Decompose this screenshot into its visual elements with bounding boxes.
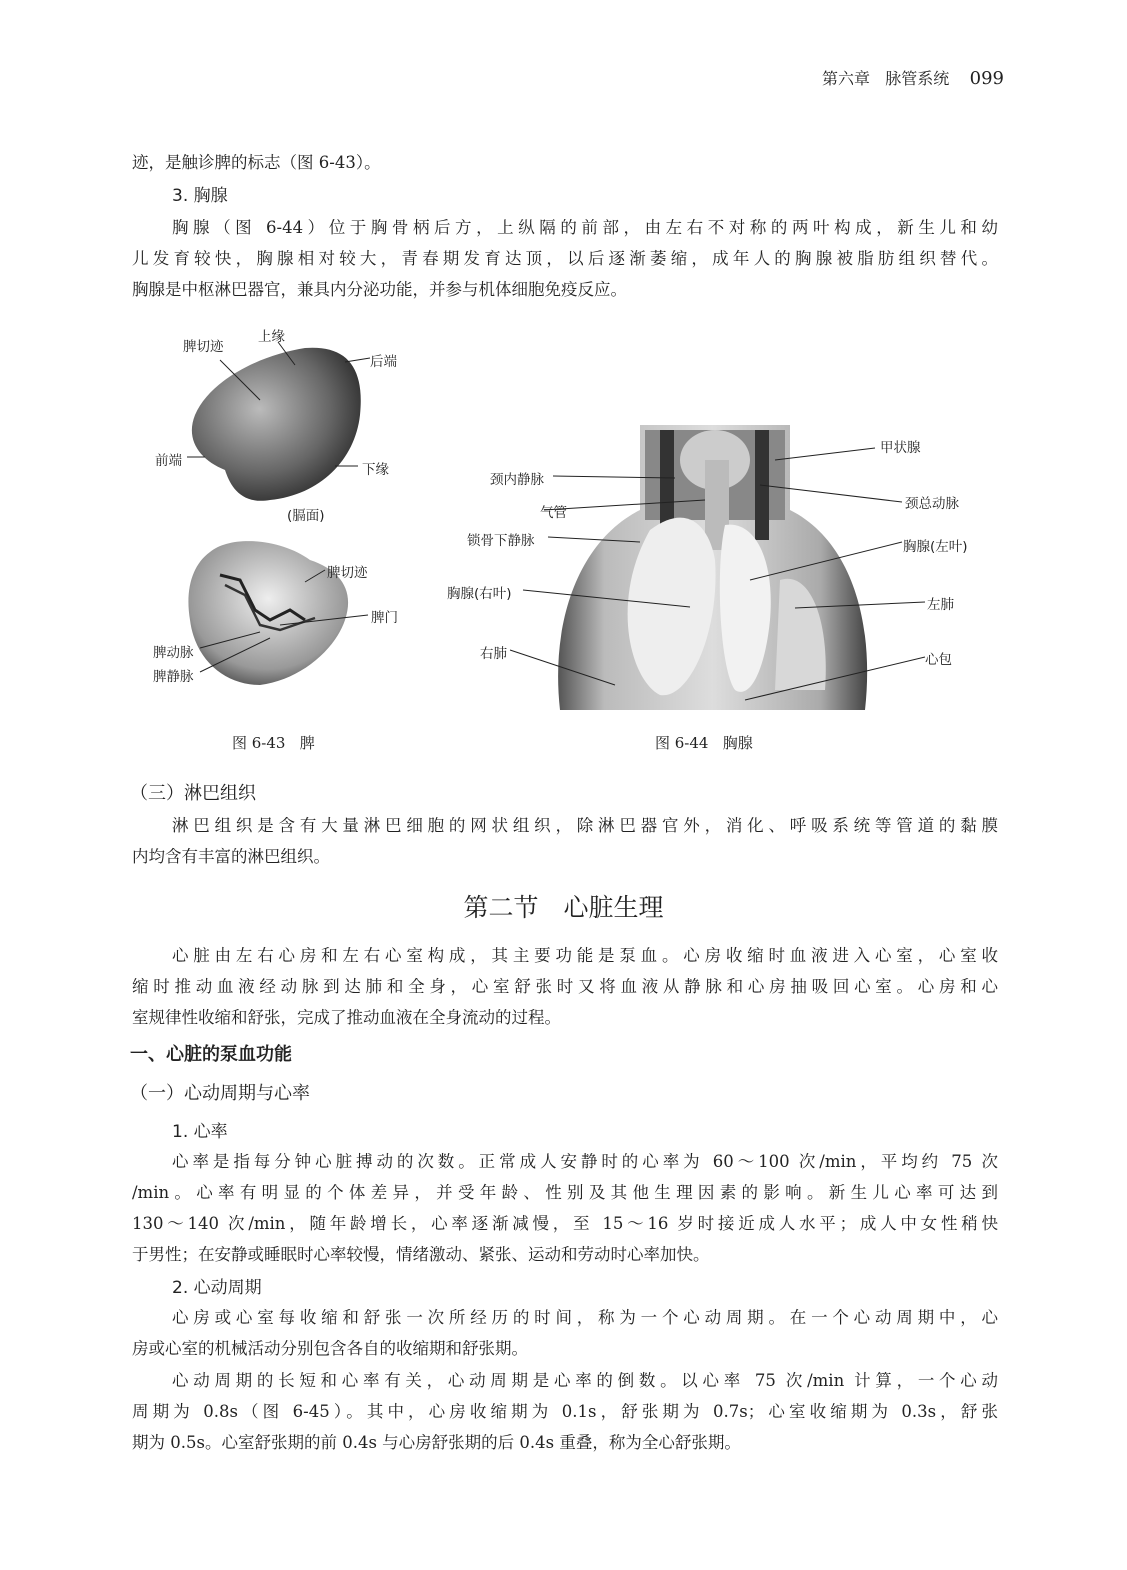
label-left-lung: 左肺 <box>927 597 954 613</box>
paragraph-lymphatic-tissue <box>132 810 998 872</box>
text-line: 迹，是触诊脾的标志（图 6-43）。 <box>132 153 381 172</box>
text-line: 缩时推动血液经动脉到达肺和全身，心室舒张时又将血液从静脉和心房抽吸回心室。心房和心 <box>132 977 998 996</box>
label-splenic-hilum: 脾门 <box>371 610 398 626</box>
heading-pump-function: 一、心脏的泵血功能 <box>130 1044 292 1065</box>
label-anterior-end: 前端 <box>155 453 182 469</box>
label-thymus-left-lobe: 胸腺(左叶) <box>903 539 968 555</box>
chapter-label: 第六章 <box>822 69 871 88</box>
label-inferior-border: 下缘 <box>362 462 389 478</box>
text-line: 室规律性收缩和舒张，完成了推动血液在全身流动的过程。 <box>132 1008 561 1027</box>
chapter-title: 脉管系统 <box>885 69 950 88</box>
label-splenic-notch-2: 脾切迹 <box>327 565 368 581</box>
heading-heart-rate: 1. 心率 <box>172 1122 228 1142</box>
label-subclavian-vein: 锁骨下静脉 <box>467 533 535 549</box>
label-superior-border: 上缘 <box>258 329 285 345</box>
text-line: 心率是指每分钟心脏搏动的次数。正常成人安静时的心率为 60～100 次/min，平均约 75 次 <box>172 1152 998 1171</box>
paragraph-thymus <box>132 212 998 305</box>
text-line: 130～140 次/min，随年龄增长，心率逐渐减慢，至 15～16 岁时接近成人水平；成人中女性稍快 <box>132 1214 998 1233</box>
label-common-carotid-artery: 颈总动脉 <box>905 496 959 512</box>
label-posterior-end: 后端 <box>370 354 397 370</box>
caption-number: 图 6-43 <box>232 734 286 752</box>
heading-cardiac-cycle: 2. 心动周期 <box>172 1278 262 1298</box>
caption-number: 图 6-44 <box>655 734 709 752</box>
text-line: 心动周期的长短和心率有关，心动周期是心率的倒数。以心率 75 次/min 计算，一个心动 <box>172 1371 998 1390</box>
text-line: 淋巴组织是含有大量淋巴细胞的网状组织，除淋巴器官外，消化、呼吸系统等管道的黏膜 <box>172 816 998 835</box>
text-line: 期为 0.5s。心室舒张期的前 0.4s 与心房舒张期的后 0.4s 重叠，称为全心舒张期。 <box>132 1433 741 1452</box>
paragraph-cardiac-cycle-timing <box>132 1365 998 1458</box>
paragraph-heart-rate <box>132 1146 998 1270</box>
paragraph-spleen-end <box>132 147 998 178</box>
label-splenic-vein: 脾静脉 <box>153 669 194 685</box>
paragraph-heart-intro <box>132 940 998 1033</box>
text-line: 周期为 0.8s（图 6-45）。其中，心房收缩期为 0.1s，舒张期为 0.7s；心室收缩期为 0.3s，舒张 <box>132 1402 998 1421</box>
label-right-lung: 右肺 <box>480 646 507 662</box>
text-line: 房或心室的机械活动分别包含各自的收缩期和舒张期。 <box>132 1339 528 1358</box>
caption-text: 胸腺 <box>722 734 753 752</box>
label-splenic-artery: 脾动脉 <box>153 645 194 661</box>
text-line: 内均含有丰富的淋巴组织。 <box>132 847 330 866</box>
figure-caption-6-44 <box>655 732 753 753</box>
text-line: 胸腺是中枢淋巴器官，兼具内分泌功能，并参与机体细胞免疫反应。 <box>132 280 627 299</box>
label-internal-jugular-vein: 颈内静脉 <box>490 472 544 488</box>
caption-text: 脾 <box>299 734 315 752</box>
figure-caption-6-43 <box>232 732 315 753</box>
running-header <box>822 66 1004 89</box>
text-line: 儿发育较快，胸腺相对较大，青春期发育达顶，以后逐渐萎缩，成年人的胸腺被脂肪组织替代。 <box>132 249 998 268</box>
label-splenic-notch: 脾切迹 <box>183 339 224 355</box>
page-number: 099 <box>969 68 1004 89</box>
label-thymus-right-lobe: 胸腺(右叶) <box>447 586 512 602</box>
text-line: 于男性；在安静或睡眠时心率较慢，情绪激动、紧张、运动和劳动时心率加快。 <box>132 1245 710 1264</box>
label-pericardium: 心包 <box>925 652 952 668</box>
heading-thymus: 3. 胸腺 <box>172 186 228 206</box>
heading-lymphatic-tissue: （三）淋巴组织 <box>130 783 256 804</box>
label-trachea: 气管 <box>540 505 567 521</box>
text-line: /min。心率有明显的个体差异，并受年龄、性别及其他生理因素的影响。新生儿心率可达到 <box>132 1183 998 1202</box>
paragraph-cardiac-cycle-def <box>132 1302 998 1364</box>
text-line: 胸腺（图 6-44）位于胸骨柄后方，上纵隔的前部，由左右不对称的两叶构成，新生儿和幼 <box>172 218 998 237</box>
section-title: 第二节 心脏生理 <box>463 893 664 922</box>
text-line: 心脏由左右心房和左右心室构成，其主要功能是泵血。心房收缩时血液进入心室，心室收 <box>172 946 998 965</box>
label-diaphragmatic-surface: (膈面) <box>287 508 325 524</box>
text-line: 心房或心室每收缩和舒张一次所经历的时间，称为一个心动周期。在一个心动周期中，心 <box>172 1308 998 1327</box>
heading-cardiac-cycle-rate: （一）心动周期与心率 <box>130 1083 310 1104</box>
label-thyroid: 甲状腺 <box>880 440 921 456</box>
